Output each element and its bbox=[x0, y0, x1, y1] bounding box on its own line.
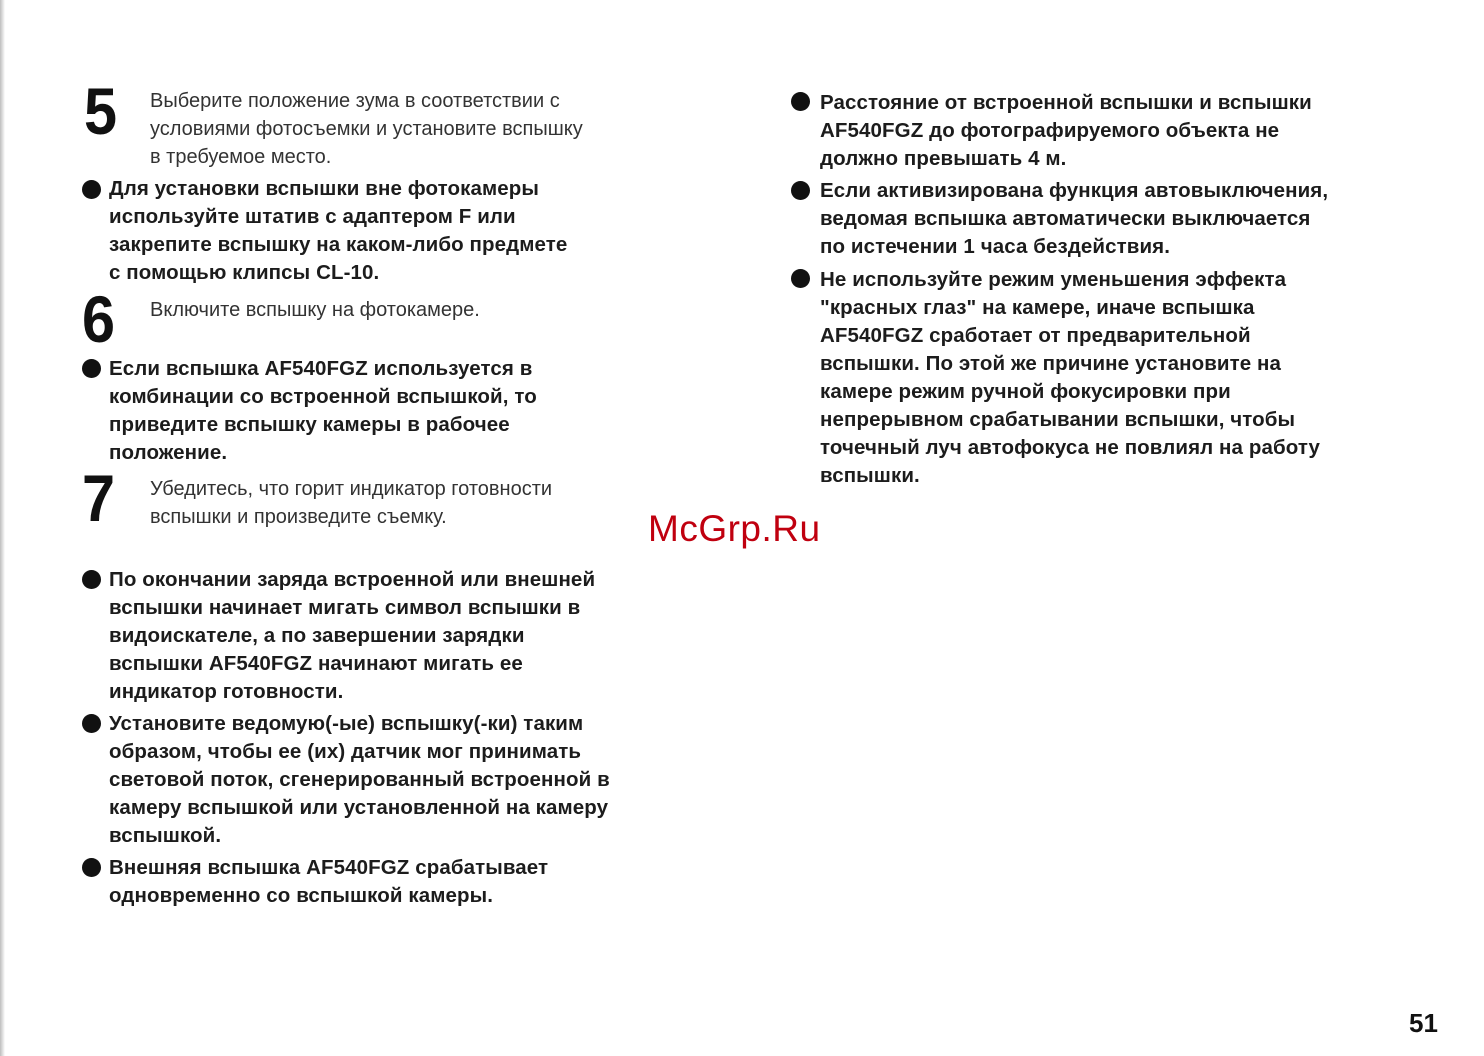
bullet-line: Внешняя вспышка AF540FGZ срабатывает bbox=[109, 856, 549, 879]
step-number: 6 bbox=[82, 282, 116, 356]
bullet-dot bbox=[82, 359, 101, 378]
bullet-line: приведите вспышку камеры в рабочее bbox=[109, 413, 510, 436]
bullet-text bbox=[109, 854, 548, 910]
step-line: Выберите положение зума в соответствии с bbox=[150, 90, 560, 112]
bullet-line: должно превышать 4 м. bbox=[820, 147, 1067, 170]
step-line: вспышки и произведите съемку. bbox=[150, 506, 447, 528]
step-number: 5 bbox=[84, 74, 118, 148]
bullet-dot bbox=[791, 269, 810, 288]
bullet-line: "красных глаз" на камере, иначе вспышка bbox=[820, 296, 1255, 319]
page-number: 51 bbox=[1409, 1008, 1438, 1038]
step-line: Включите вспышку на фотокамере. bbox=[150, 299, 480, 321]
bullet-text bbox=[820, 89, 1312, 173]
bullet-line: Если вспышка AF540FGZ используется в bbox=[109, 357, 533, 380]
bullet-line: индикатор готовности. bbox=[109, 680, 344, 703]
bullet-text bbox=[820, 177, 1328, 261]
bullet-text bbox=[109, 355, 537, 467]
bullet-line: ведомая вспышка автоматически выключается bbox=[820, 207, 1311, 230]
bullet-dot bbox=[82, 858, 101, 877]
bullet-line: Если активизирована функция автовыключения, bbox=[820, 179, 1329, 202]
bullet-line: вспышки AF540FGZ начинают мигать ее bbox=[109, 652, 523, 675]
bullet-line: одновременно со вспышкой камеры. bbox=[109, 884, 494, 907]
step-number: 7 bbox=[82, 461, 116, 535]
bullet-line: точечный луч автофокуса не повлиял на работу bbox=[820, 436, 1320, 459]
bullet-line: По окончании заряда встроенной или внешней bbox=[109, 568, 596, 591]
bullet-line: AF540FGZ до фотографируемого объекта не bbox=[820, 119, 1280, 142]
step-text bbox=[150, 296, 480, 324]
bullet-line: видоискателе, а по завершении зарядки bbox=[109, 624, 525, 647]
bullet-line: камере режим ручной фокусировки при bbox=[820, 380, 1231, 403]
bullet-dot bbox=[82, 180, 101, 199]
bullet-dot bbox=[82, 570, 101, 589]
bullet-line: вспышки начинает мигать символ вспышки в bbox=[109, 596, 581, 619]
bullet-line: используйте штатив с адаптером F или bbox=[109, 205, 516, 228]
bullet-line: положение. bbox=[109, 441, 228, 464]
bullet-line: по истечении 1 часа бездействия. bbox=[820, 235, 1171, 258]
watermark: McGrp.Ru bbox=[648, 508, 821, 549]
bullet-line: световой поток, сгенерированный встроенной в bbox=[109, 768, 610, 791]
step-text bbox=[150, 87, 583, 171]
bullet-line: вспышки. bbox=[820, 464, 920, 487]
bullet-dot bbox=[791, 92, 810, 111]
bullet-text bbox=[820, 266, 1320, 490]
bullet-line: образом, чтобы ее (их) датчик мог принимать bbox=[109, 740, 582, 763]
bullet-text bbox=[109, 710, 610, 850]
bullet-text bbox=[109, 566, 595, 706]
bullet-line: камеру вспышкой или установленной на камеру bbox=[109, 796, 609, 819]
step-line: в требуемое место. bbox=[150, 146, 332, 168]
page-edge bbox=[0, 0, 5, 1056]
bullet-dot bbox=[791, 181, 810, 200]
bullet-line: комбинации со встроенной вспышкой, то bbox=[109, 385, 537, 408]
bullet-dot bbox=[82, 714, 101, 733]
bullet-line: с помощью клипсы CL-10. bbox=[109, 261, 380, 284]
bullet-line: AF540FGZ сработает от предварительной bbox=[820, 324, 1251, 347]
bullet-line: Установите ведомую(-ые) вспышку(-ки) таким bbox=[109, 712, 584, 735]
bullet-line: Расстояние от встроенной вспышки и вспышки bbox=[820, 91, 1312, 114]
bullet-line: непрерывном срабатывании вспышки, чтобы bbox=[820, 408, 1296, 431]
bullet-line: закрепите вспышку на каком-либо предмете bbox=[109, 233, 568, 256]
bullet-line: Не используйте режим уменьшения эффекта bbox=[820, 268, 1287, 291]
bullet-line: вспышкой. bbox=[109, 824, 222, 847]
step-text bbox=[150, 475, 552, 531]
bullet-line: вспышки. По этой же причине установите на bbox=[820, 352, 1282, 375]
bullet-line: Для установки вспышки вне фотокамеры bbox=[109, 177, 540, 200]
step-line: Убедитесь, что горит индикатор готовности bbox=[150, 478, 553, 500]
bullet-text bbox=[109, 175, 567, 287]
step-line: условиями фотосъемки и установите вспышку bbox=[150, 118, 583, 140]
